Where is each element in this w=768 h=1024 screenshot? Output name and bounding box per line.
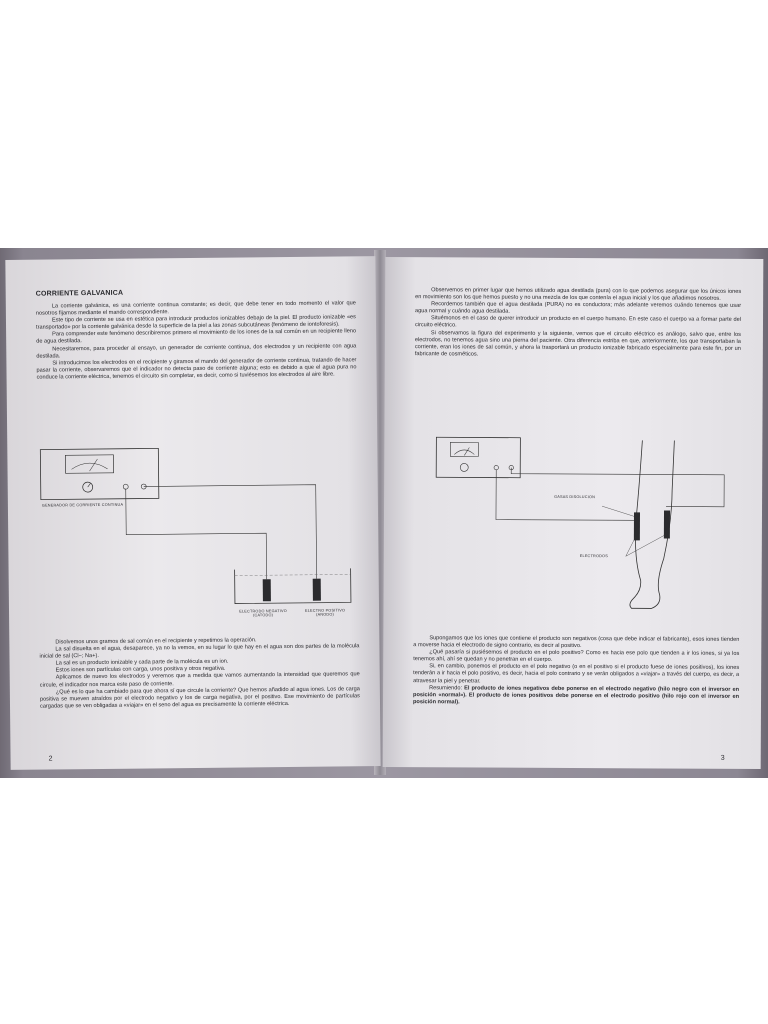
generator-label: GENERADOR DE CORRIENTE CONTINUA xyxy=(41,502,124,508)
electrode-left xyxy=(634,512,640,540)
paragraph: La sal es un producto ionizable y cada parte de la molécula es un ion. xyxy=(55,658,229,667)
paragraph: ¿Qué es lo que ha cambiado para que ahora sí que circule la corriente? Que hemos añadido al agua iones. Los de carga positiva se mueven atraídos por el electrodo negativo y los de carga negativa, por el positivo. Ese movimiento de partículas cargadas que se ven obligadas a «viajar» en el seno del agua es precisamente la corriente eléctrica. xyxy=(39,685,360,710)
paragraph: Si introducimos los electrodos en el recipiente y giramos el mando del generador de corriente continua, tratando de hacer pasar la corriente, observaremos que el indicador no detecta paso de corriente alguna; esto es debido a que el agua pura no conduce la corriente eléctrica, tenemos el circuito sin completar, es decir, como si tuviésemos los electrodos al aire libre. xyxy=(36,357,357,381)
paragraph: ¿Qué pasaría si pusiésemos el producto en el polo positivo? Como es hacia ese polo que tienden a ir los iones, si ya los tenemos ahí, ahí se quedan y no penetran en el cuerpo. xyxy=(413,649,740,664)
paragraph: La corriente galvánica, es una corriente continua constante; es decir, que debe tener en todo momento el valor que nosotros fijamos mediante el mando correspondiente. xyxy=(35,300,356,317)
wire-positive xyxy=(511,468,724,507)
electrode-right xyxy=(664,510,670,538)
positive-electrode-label: ELECTRO POSITIVO (ANODO) xyxy=(304,608,346,618)
right-bottom-text xyxy=(413,635,739,708)
summary-label: Resumiendo: xyxy=(429,684,463,692)
gauze-label: GASAS DISOLUCION xyxy=(554,494,596,500)
water-container xyxy=(235,568,351,603)
paragraph: Recordemos también que el agua destilada (PURA) no es conductora; más adelante veremos cuándo tenemos que usar agua normal y cuándo agua destilada. xyxy=(415,301,742,315)
wire-positive xyxy=(144,485,317,581)
right-page xyxy=(383,257,764,769)
paragraph: Supongamos que los iones que contiene el producto son negativos (cosa que debe indicar el fabricante), esos iones tienden a moverse hacia el electrodo de signo contrario, es decir al positivo. xyxy=(413,635,740,650)
galvanic-water-diagram xyxy=(5,256,379,660)
page-number: 2 xyxy=(48,755,53,763)
paragraph: Estos iones son partículas con carga, unos positiva y otros negativa. xyxy=(55,666,226,674)
knob-icon xyxy=(460,463,468,471)
paragraph: Para comprender este fenómeno describiremos primero el movimiento de los iones de la sal común en un recipiente lleno de agua destilada. xyxy=(36,328,357,346)
paragraph: Observemos en primer lugar que hemos utilizado agua destilada (pura) con lo que podemos asegurar que los únicos iones en movimiento son los que hemos puesto y no una mezcla de los que contenía el agua inicial y los que añadimos nosotros. xyxy=(415,287,742,302)
meter-icon xyxy=(65,455,113,474)
summary-paragraph xyxy=(413,685,739,708)
electrode-positive xyxy=(313,579,321,601)
left-page xyxy=(5,256,380,770)
paragraph: Si, en cambio, ponemos el producto en el polo negativo (o en el positivo si el producto fuese de iones positivos), los iones tenderán a ir hacia el polo positivo, es decir, hacia el polo contrario y se verán obligados a «viajar» a través del cuerpo, es decir, a atravesar la piel y penetrar. xyxy=(413,663,740,685)
generator-box xyxy=(40,448,159,499)
negative-electrode-label: ELECTRODO NEGATIVO (CATODO) xyxy=(239,609,287,618)
summary-bold: El producto de iones negativos debe ponerse en el electrodo negativo (hilo negro con el inversor en posición «normal»). El producto de iones positivos debe ponerse en el electrodo positivo (hilo rojo con el inversor en posición normal). xyxy=(412,685,740,706)
page-number: 3 xyxy=(720,754,725,762)
section-heading: CORRIENTE GALVANICA xyxy=(35,289,124,298)
paragraph: Necesitaremos, para proceder al ensayo, un generador de corriente continua, dos electrodos y un recipiente con agua destilada. xyxy=(36,342,357,360)
paragraph: Disolvemos unos gramos de sal común en el recipiente y repetimos la operación. xyxy=(55,637,257,646)
left-bottom-text xyxy=(39,636,360,710)
paragraph: La sal disuelta en el agua, desaparece, ya no la vemos, en su lugar lo que hay en el agua son dos partes de la molécula inicial de sal (Cl−; Na+). xyxy=(39,643,360,660)
paragraph: Si observamos la figura del experimento y la siguiente, vemos que el circuito eléctrico es análogo, salvo que, entre los electrodos, no tenemos agua sino una pierna del paciente. Otra diferencia estriba en que, anteriormente, los que transportaban la corriente, eran los iones de sal común, y ahora la trasportará un producto ionizable fabricado especialmente para este fin, por un fabricante de cosméticos. xyxy=(414,329,741,358)
electrode-negative xyxy=(263,579,271,601)
terminal-negative-icon xyxy=(494,465,498,469)
electrodes-label: ELECTRODOS xyxy=(579,554,608,559)
paragraph: Aplicamos de nuevo los electrodos y veremos que a medida que vamos aumentando la intensidad que queremos que circule, el indicador nos marca este paso de corriente. xyxy=(39,671,360,689)
terminal-negative-icon xyxy=(123,484,128,489)
galvanic-leg-diagram xyxy=(383,257,763,659)
paragraph: Este tipo de corriente se usa en estética para introducir productos ionizables debajo de la piel. El producto ionizable «es transportado» por la corriente galvánica desde la superficie de la piel a las zonas subcutáneas (fenómeno de iontoforesis). xyxy=(36,314,356,331)
paragraph: Situémonos en el caso de querer introducir un producto en el cuerpo humano. En este caso el cuerpo va a formar parte del circuito eléctrico. xyxy=(414,315,742,329)
wire-negative xyxy=(126,487,267,580)
